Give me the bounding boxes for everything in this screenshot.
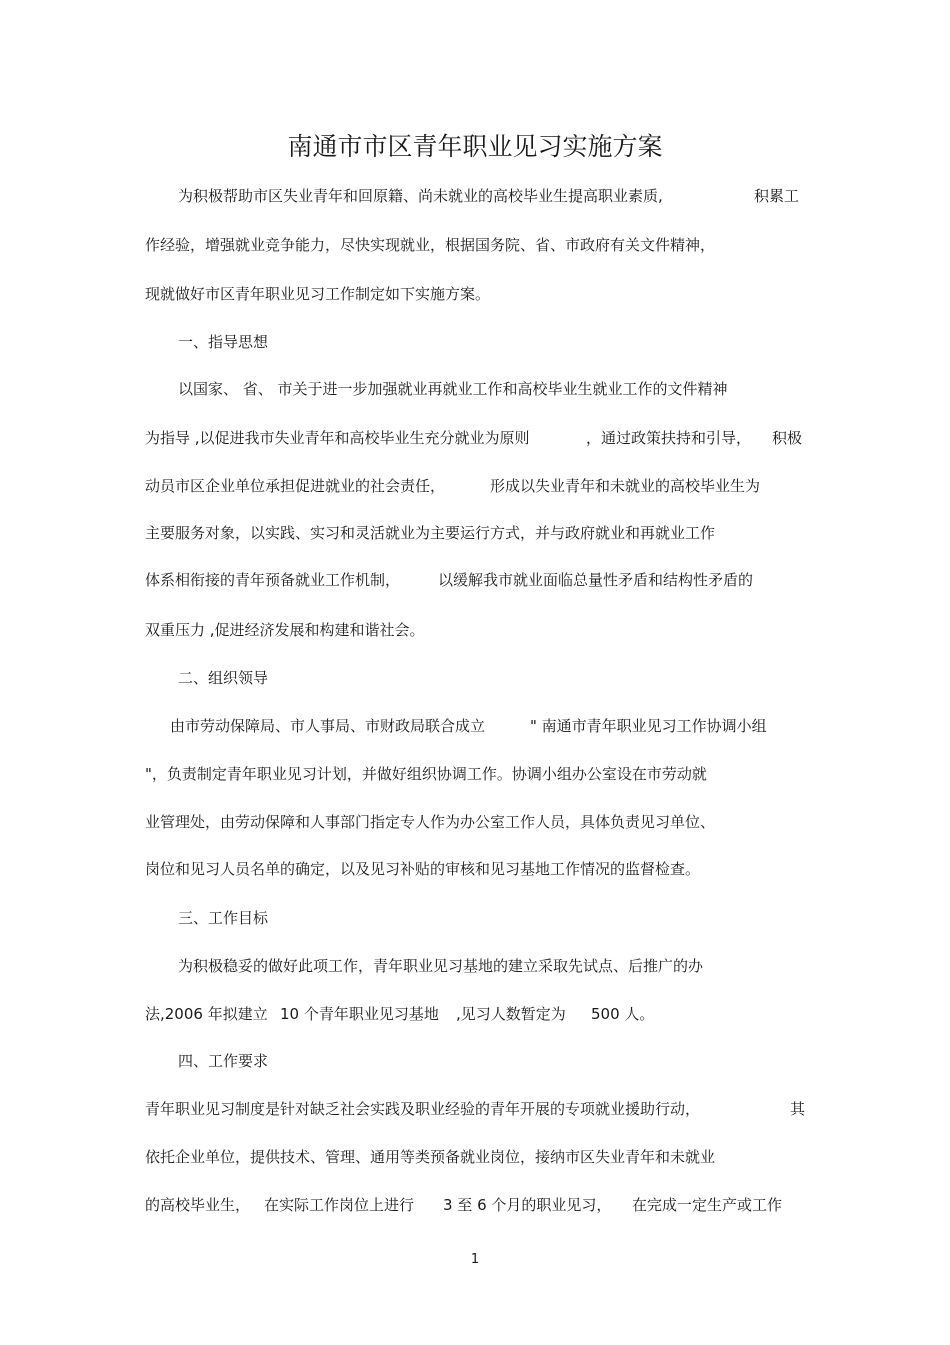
text-line: 体系相衔接的青年预备就业工作机制， <box>145 571 401 589</box>
document-title: 南通市市区青年职业见习实施方案 <box>287 132 663 161</box>
text-line: 作经验，增强就业竞争能力，尽快实现就业，根据国务院、省、市政府有关文件精神， <box>145 236 716 254</box>
section-heading: 三、工作目标 <box>178 909 269 927</box>
text-line: 双重压力 ,促进经济发展和构建和谐社会。 <box>145 621 425 639</box>
text-line: 业管理处，由劳动保障和人事部门指定专人作为办公室工作人员，具体负责见习单位、 <box>145 813 716 831</box>
text-line: 的高校毕业生， <box>145 1196 251 1214</box>
text-line: 在完成一定生产或工作 <box>632 1196 783 1214</box>
text-line: ，通过政策扶持和引导， <box>586 429 752 447</box>
text-line: 10 个青年职业见习基地 <box>280 1005 439 1023</box>
text-line: 为指导 ,以促进我市失业青年和高校毕业生充分就业为原则 <box>145 429 530 447</box>
text-line: "，负责制定青年职业见习计划，并做好组织协调工作。协调小组办公室设在市劳动就 <box>145 765 707 783</box>
text-line: 法,2006 年拟建立 <box>145 1005 268 1023</box>
text-line: ,见习人数暂定为 <box>456 1005 566 1023</box>
text-line: 青年职业见习制度是针对缺乏社会实践及职业经验的青年开展的专项就业援助行动， <box>145 1100 701 1118</box>
text-line: 积极 <box>772 429 803 447</box>
text-line: 为积极帮助市区失业青年和回原籍、尚未就业的高校毕业生提高职业素质, <box>178 187 663 205</box>
text-line: 形成以失业青年和未就业的高校毕业生为 <box>490 477 761 495</box>
text-line: 以缓解我市就业面临总量性矛盾和结构性矛盾的 <box>438 571 754 589</box>
text-line: 以国家、 省、 市关于进一步加强就业再就业工作和高校毕业生就业工作的文件精神 <box>178 380 728 398</box>
text-line: 主要服务对象，以实践、实习和灵活就业为主要运行方式，并与政府就业和再就业工作 <box>145 524 716 542</box>
section-heading: 二、组织领导 <box>178 669 269 687</box>
section-heading: 四、工作要求 <box>178 1052 269 1070</box>
text-line: 3 至 6 个月的职业见习， <box>443 1196 612 1214</box>
text-line: " 南通市青年职业见习工作协调小组 <box>530 717 767 735</box>
page-number: 1 <box>470 1252 480 1267</box>
text-line: 积累工 <box>754 187 800 205</box>
text-line: 岗位和见习人员名单的确定，以及见习补贴的审核和见习基地工作情况的监督检查。 <box>145 860 701 878</box>
text-line: 其 <box>790 1100 806 1118</box>
text-line: 为积极稳妥的做好此项工作，青年职业见习基地的建立采取先试点、后推广的办 <box>178 957 704 975</box>
text-line: 动员市区企业单位承担促进就业的社会责任， <box>145 477 446 495</box>
section-heading: 一、指导思想 <box>178 333 269 351</box>
text-line: 500 人。 <box>591 1005 655 1023</box>
text-line: 现就做好市区青年职业见习工作制定如下实施方案。 <box>145 285 491 303</box>
text-line: 在实际工作岗位上进行 <box>264 1196 415 1214</box>
text-line: 由市劳动保障局、市人事局、市财政局联合成立 <box>170 717 486 735</box>
text-line: 依托企业单位，提供技术、管理、通用等类预备就业岗位，接纳市区失业青年和未就业 <box>145 1148 716 1166</box>
